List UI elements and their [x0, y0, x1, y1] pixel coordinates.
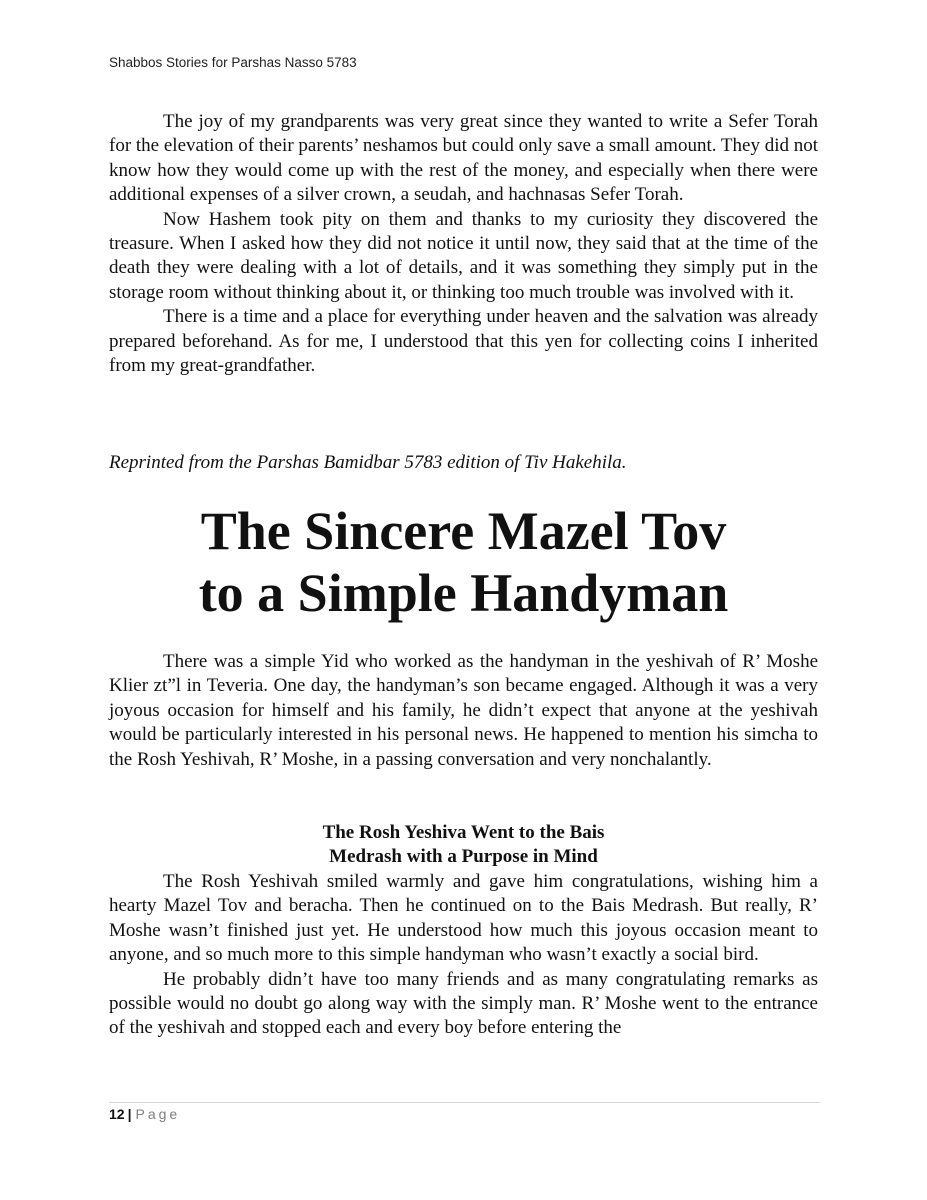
reprint-note: Reprinted from the Parshas Bamidbar 5783 edition of Tiv Hakehila.: [109, 452, 627, 473]
article-intro: [109, 650, 818, 772]
paragraph: Now Hashem took pity on them and thanks to my curiosity they discovered the treasure. When I asked how they did not notice it until now, they said that at the time of the death they were dealing with a lot of details, and it was something they simply put in the storage room without thinking about it, or thinking too much trouble was involved with it.: [109, 208, 818, 303]
footer-separator: |: [127, 1106, 132, 1122]
paragraph: There is a time and a place for everything under heaven and the salvation was already prepared beforehand. As for me, I understood that this yen for collecting coins I inherited from my great-grandfather.: [109, 306, 818, 377]
subheading-line-1: The Rosh Yeshiva Went to the Bais: [322, 822, 605, 843]
article-title-line-2: to a Simple Handyman: [198, 563, 729, 623]
paragraph: The joy of my grandparents was very great since they wanted to write a Sefer Torah for the elevation of their parents’ neshamos but could only save a small amount. They did not know how they would come up with the rest of the money, and especially when there were additional expenses of a silver crown, a seudah, and hachnasas Sefer Torah.: [109, 111, 818, 206]
paragraph: He probably didn’t have too many friends and as many congratulating remarks as possible would no doubt go along way with the simply man. R’ Moshe went to the entrance of the yeshivah and stopped each and every boy before entering the: [109, 968, 818, 1039]
paragraph: There was a simple Yid who worked as the handyman in the yeshivah of R’ Moshe Klier zt”l in Teveria. One day, the handyman’s son became engaged. Although it was a very joyous occasion for himself and his family, he didn’t expect that anyone at the yeshivah would be particularly interested in his personal news. He happened to mention his simcha to the Rosh Yeshivah, R’ Moshe, in a passing conversation and very nonchalantly.: [109, 651, 818, 770]
page-number: 12: [109, 1106, 125, 1122]
page-label: Page: [135, 1106, 181, 1122]
article-title: [0, 500, 927, 624]
footer-divider: [109, 1102, 820, 1103]
article-title-line-1: The Sincere Mazel Tov: [200, 501, 727, 561]
article-subheading: [109, 821, 818, 870]
article-body: [109, 870, 818, 1041]
running-header: Shabbos Stories for Parshas Nasso 5783: [109, 55, 357, 70]
story-continuation: [109, 110, 818, 378]
subheading-line-2: Medrash with a Purpose in Mind: [329, 846, 598, 868]
page-footer: [109, 1106, 180, 1122]
paragraph: The Rosh Yeshivah smiled warmly and gave him congratulations, wishing him a hearty Mazel Tov and beracha. Then he continued on to the Bais Medrash. But really, R’ Moshe wasn’t finished just yet. He understood how much this joyous occasion meant to anyone, and so much more to this simple handyman who wasn’t exactly a social bird.: [109, 871, 818, 966]
